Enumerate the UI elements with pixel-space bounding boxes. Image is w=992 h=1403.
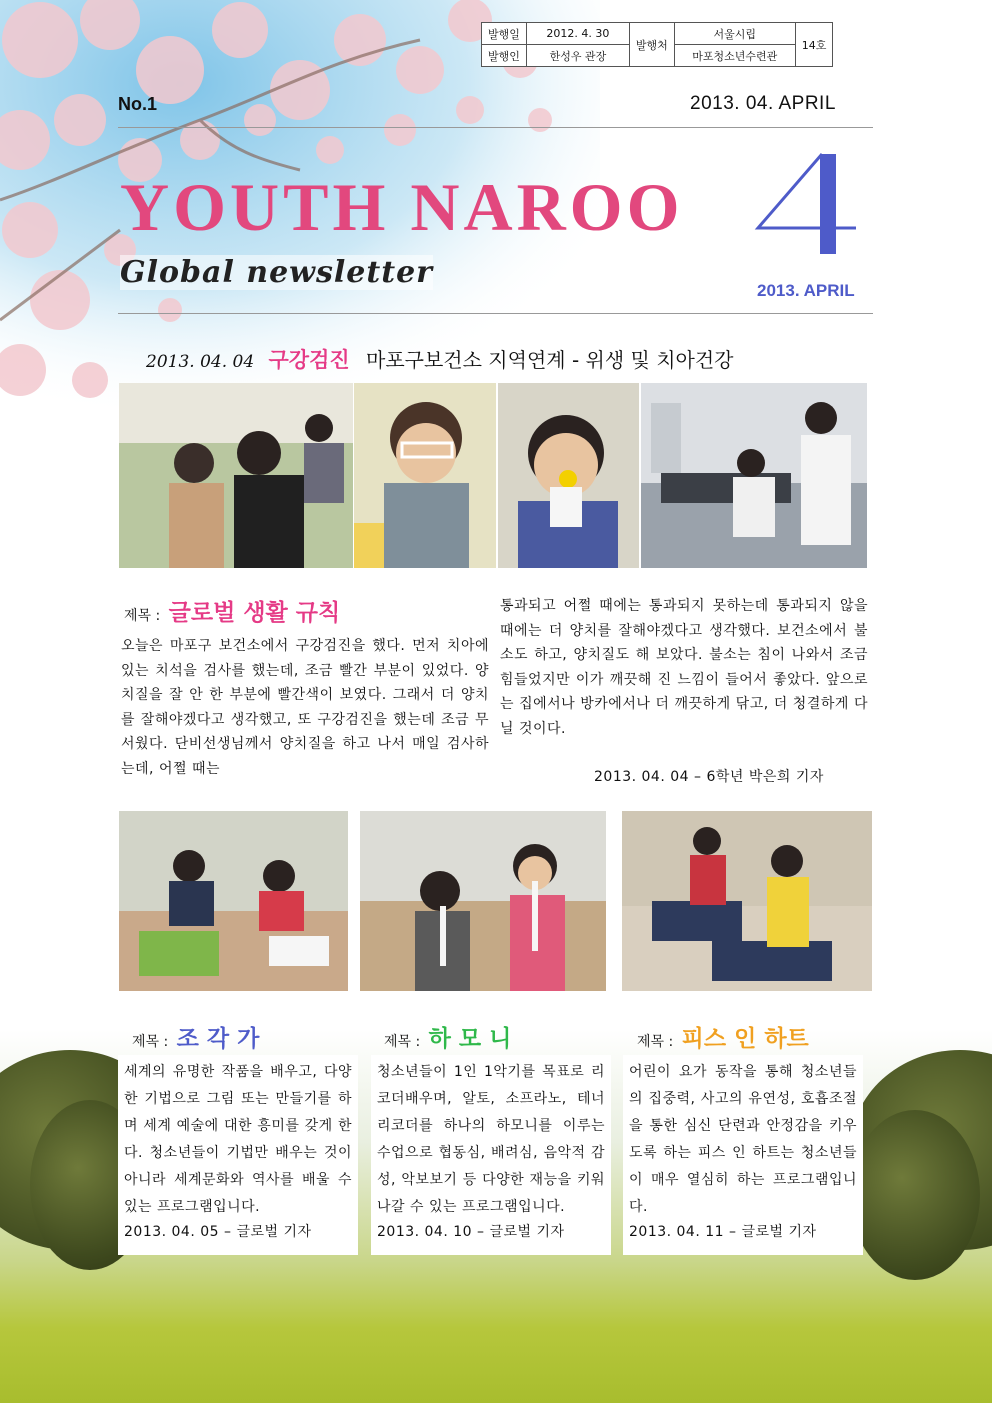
program-1-title-text: 조 각 가 bbox=[176, 1026, 260, 1052]
main-article-col1: 오늘은 마포구 보건소에서 구강검진을 했다. 먼저 치아에 있는 치석을 검사를 했는데, 조금 빨간 부분이 있었다. 양치질을 잘 안 한 부분에 빨간색이 보였다. 그래서 더 양치를 잘해야겠다고 생각했고, 또 구강검진을 했는데 조금 무서웠다. 단비선생님께서 양치질을 하고 나서 매일 검사하는데, 어쩔 때는 bbox=[121, 638, 489, 777]
program-1-title-label: 제목 : bbox=[132, 1034, 169, 1050]
publication-info-table bbox=[481, 22, 833, 67]
program-2-title-text: 하 모 니 bbox=[428, 1026, 512, 1052]
masthead-month: 2013. APRIL bbox=[757, 281, 855, 300]
headline-date: 2013. 04. 04 bbox=[146, 352, 255, 372]
masthead-title: YOUTH NAROO bbox=[120, 169, 684, 245]
issue-date: 2013. 04. APRIL bbox=[690, 93, 836, 114]
headline-tag: 구강검진 bbox=[268, 348, 350, 372]
program-2-body: 청소년들이 1인 1악기를 목표로 리코더배우며, 알토, 소프라노, 테너 리코더를 하나의 하모니를 이루는 수업으로 협동심, 배려심, 음악적 감성, 악보보기 등 다양한 재능을 키워나갈 수 있는 프로그램입니다. bbox=[377, 1064, 605, 1215]
publisher-label: 발행인 bbox=[482, 45, 527, 67]
program-3-title bbox=[637, 1020, 809, 1053]
photo-program-peace-in-heart bbox=[622, 811, 872, 991]
headline bbox=[146, 344, 733, 374]
main-article-byline: 2013. 04. 04 – 6학년 박은희 기자 bbox=[594, 769, 824, 785]
publisher-value: 한성우 관장 bbox=[526, 45, 629, 67]
office-value-line2: 마포청소년수련관 bbox=[674, 45, 795, 67]
program-1-byline: 2013. 04. 05 – 글로벌 기자 bbox=[124, 1224, 312, 1240]
program-3-title-label: 제목 : bbox=[637, 1034, 674, 1050]
program-2-card bbox=[371, 1055, 611, 1255]
office-label: 발행처 bbox=[629, 23, 674, 67]
photo-oral-exam-1 bbox=[119, 383, 353, 568]
photo-program-harmony bbox=[360, 811, 606, 991]
issue-count: 14호 bbox=[795, 23, 833, 67]
masthead-subtitle: Global newsletter bbox=[120, 255, 433, 290]
main-article-title-label: 제목 : bbox=[124, 608, 161, 624]
program-2-title-label: 제목 : bbox=[384, 1034, 421, 1050]
program-2-title bbox=[384, 1020, 511, 1053]
program-3-byline: 2013. 04. 11 – 글로벌 기자 bbox=[629, 1224, 817, 1240]
masthead-divider bbox=[118, 313, 873, 314]
issue-big-number-text: 4 bbox=[752, 150, 753, 151]
top-divider bbox=[118, 127, 873, 128]
program-3-body: 어린이 요가 동작을 통해 청소년들의 집중력, 사고의 유연성, 호흡조절을 통한 심신 단련과 안정감을 키우도록 하는 피스 인 하트는 청소년들이 매우 열심히 하는 프로그램입니다. bbox=[629, 1064, 857, 1215]
program-1-card bbox=[118, 1055, 358, 1255]
program-3-title-text: 피스 인 하트 bbox=[681, 1026, 809, 1052]
program-3-card bbox=[623, 1055, 863, 1255]
photo-oral-exam-4 bbox=[641, 383, 867, 568]
program-2-byline: 2013. 04. 10 – 글로벌 기자 bbox=[377, 1224, 565, 1240]
office-value-line1: 서울시립 bbox=[674, 23, 795, 45]
issue-date-label: 발행일 bbox=[482, 23, 527, 45]
headline-text: 마포구보건소 지역연계 - 위생 및 치아건강 bbox=[366, 348, 734, 372]
issue-date-value: 2012. 4. 30 bbox=[526, 23, 629, 45]
program-1-body: 세계의 유명한 작품을 배우고, 다양한 기법으로 그림 또는 만들기를 하며 세계 예술에 대한 흥미를 갖게 한다. 청소년들이 기법만 배우는 것이 아니라 세계문화와 역사를 배울 수 있는 프로그램입니다. bbox=[124, 1064, 352, 1215]
main-article-title-text: 글로벌 생활 규칙 bbox=[168, 600, 341, 626]
photo-oral-exam-3 bbox=[498, 383, 639, 568]
photo-program-sculptor bbox=[119, 811, 348, 991]
photo-oral-exam-2 bbox=[354, 383, 496, 568]
main-article-title bbox=[124, 594, 340, 627]
issue-number: No.1 bbox=[118, 94, 158, 114]
program-1-title bbox=[132, 1020, 259, 1053]
main-article-col2: 통과되고 어쩔 때에는 통과되지 못하는데 통과되지 않을 때에는 더 양치를 잘해야겠다고 생각했다. 보건소에서 불소도 하고, 양치질도 해 보았다. 불소는 침이 나와서 조금 힘들었지만 이가 깨끗해 진 느낌이 들어서 좋았다. 앞으로는 집에서나 방카에서나 더 깨끗하게 닦고, 더 청결하게 다닐 것이다. bbox=[500, 598, 868, 737]
issue-big-number bbox=[752, 150, 862, 256]
